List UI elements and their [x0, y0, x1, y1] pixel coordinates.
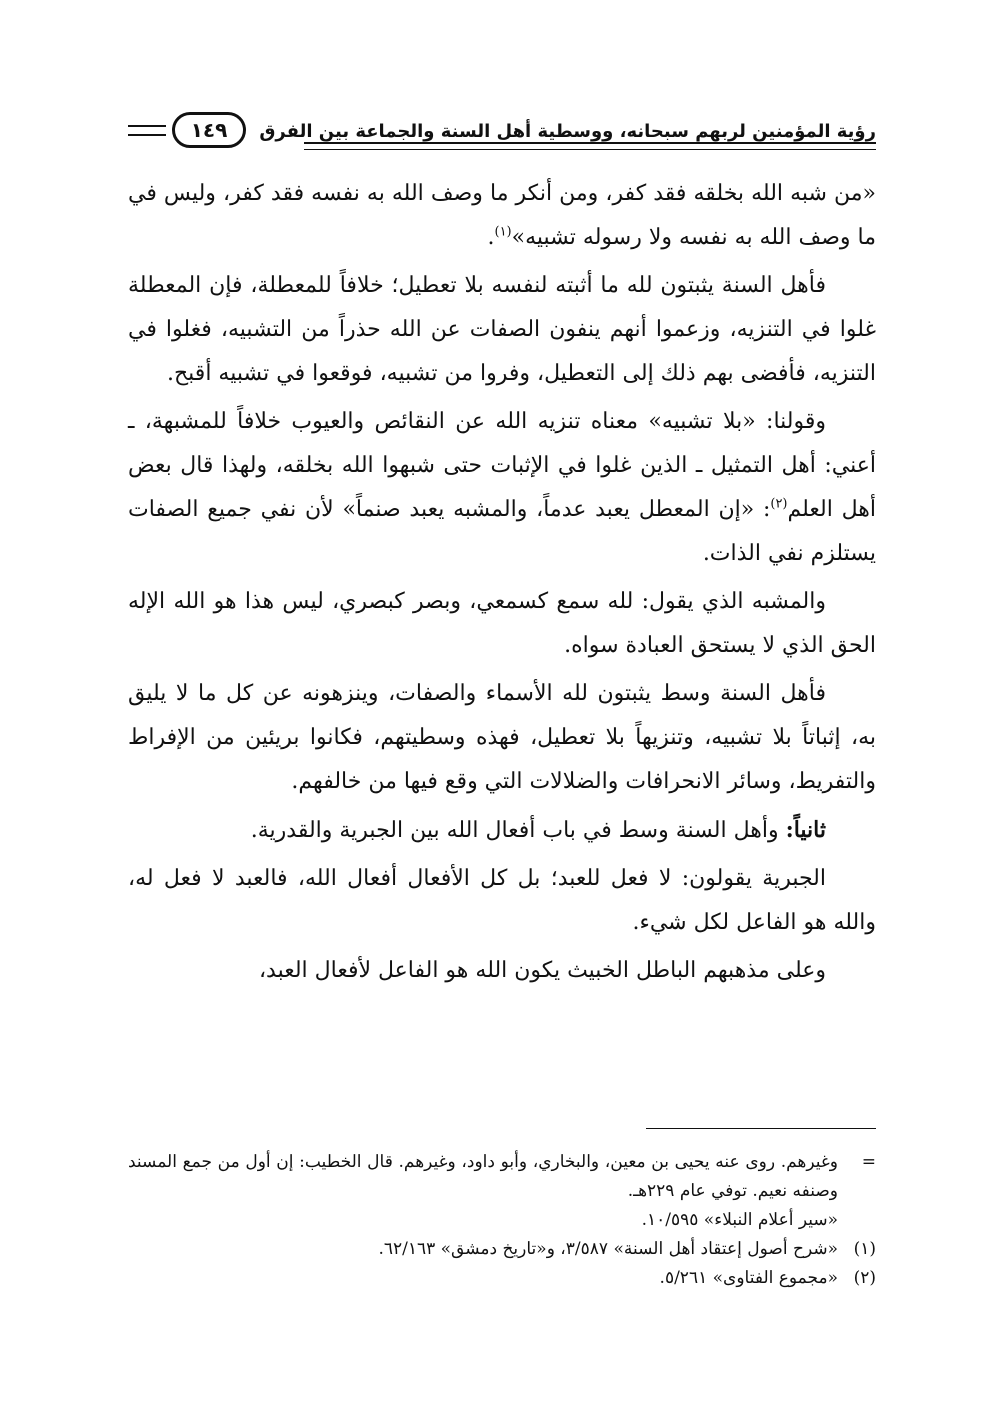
page-number: ١٤٩ [172, 112, 246, 148]
header-rule [304, 142, 876, 150]
paragraph-6 [128, 808, 876, 853]
paragraph-7: الجبرية يقولون: لا فعل للعبد؛ بل كل الأفعال أفعال الله، فالعبد لا فعل له، والله هو الفاعل لكل شيء. [128, 866, 876, 935]
section-lead: ثانياً: [785, 817, 826, 843]
paragraph-3 [128, 400, 876, 576]
paragraph-1 [128, 172, 876, 260]
footnote-1-mark: (١) [853, 1239, 876, 1259]
paragraph-1-text: «من شبه الله بخلقه فقد كفر، ومن أنكر ما وصف الله به نفسه فقد كفر، وليس في ما وصف الله به نفسه ولا رسوله تشبيه» [128, 181, 876, 250]
footnote-2-mark: (٢) [853, 1268, 876, 1288]
footnote-continuation-text [128, 1148, 838, 1235]
page-header [128, 100, 876, 150]
paragraph-5: فأهل السنة وسط يثبتون لله الأسماء والصفات، وينزهونه عن كل ما لا يليق به، إثباتاً بلا تشبيه، وتنزيهاً بلا تعطيل، فهذه وسطيتهم، فكانوا بريئين من الإفراط والتفريط، وسائر الانحرافات والضلالات التي وقع فيها من خالفهم. [128, 681, 876, 794]
footnote-continuation-source: «سير أعلام النبلاء» ١٠/٥٩٥. [641, 1210, 838, 1230]
footnote-1-text: «شرح أصول إعتقاد أهل السنة» ٣/٥٨٧، و«تاريخ دمشق» ٦٢/١٦٣. [378, 1239, 838, 1259]
running-title: رؤية المؤمنين لربهم سبحانه، ووسطية أهل السنة والجماعة بين الفرق [259, 121, 876, 142]
footnote-ref-2: (٢) [770, 496, 788, 512]
footnote-2-text: «مجموع الفتاوى» ٥/٢٦١. [659, 1268, 838, 1288]
footnotes [128, 1148, 876, 1293]
footnote-continuation-body: وغيرهم. روى عنه يحيى بن معين، والبخاري، وأبو داود، وغيرهم. قال الخطيب: إن أول من جمع المسند وصنفه نعيم. توفي عام ٢٢٩هـ. [128, 1152, 838, 1201]
paragraph-8: وعلى مذهبهم الباطل الخبيث يكون الله هو الفاعل لأفعال العبد، [258, 958, 826, 983]
page-body [128, 100, 876, 1340]
footnote-continuation [128, 1148, 876, 1235]
main-text [128, 172, 876, 993]
header-rule-stub [128, 125, 166, 136]
footnote-continuation-mark: = [861, 1152, 876, 1172]
paragraph-3-text-a: وقولنا: «بلا تشبيه» معناه تنزيه الله عن النقائص والعيوب خلافاً للمشبهة، ـ أعني: أهل التمثيل ـ الذين غلوا في الإثبات حتى شبهوا الله بخلقه، ولهذا قال بعض أهل العلم [128, 409, 876, 522]
paragraph-6-text: وأهل السنة وسط في باب أفعال الله بين الجبرية والقدرية. [250, 818, 786, 843]
paragraph-1-end: . [487, 225, 495, 250]
footnote-ref-1: (١) [494, 224, 512, 240]
paragraph-4: والمشبه الذي يقول: لله سمع كسمعي، وبصر كبصري، ليس هذا هو الله الإله الحق الذي لا يستحق العبادة سواه. [128, 589, 876, 658]
footnote-1 [128, 1235, 876, 1264]
footnote-separator [646, 1128, 876, 1129]
footnote-2 [128, 1264, 876, 1293]
paragraph-3-text-b: : «إن المعطل يعبد عدماً، والمشبه يعبد صنماً» لأن نفي جميع الصفات يستلزم نفي الذات. [128, 497, 876, 566]
paragraph-2: فأهل السنة يثبتون لله ما أثبته لنفسه بلا تعطيل؛ خلافاً للمعطلة، فإن المعطلة غلوا في التنزيه، وزعموا أنهم ينفون الصفات عن الله حذراً من التشبيه، فغلوا في التنزيه، فأفضى بهم ذلك إلى التعطيل، وفروا من تشبيه، فوقعوا في تشبيه أقبح. [128, 273, 876, 386]
page-number-box [128, 112, 246, 150]
